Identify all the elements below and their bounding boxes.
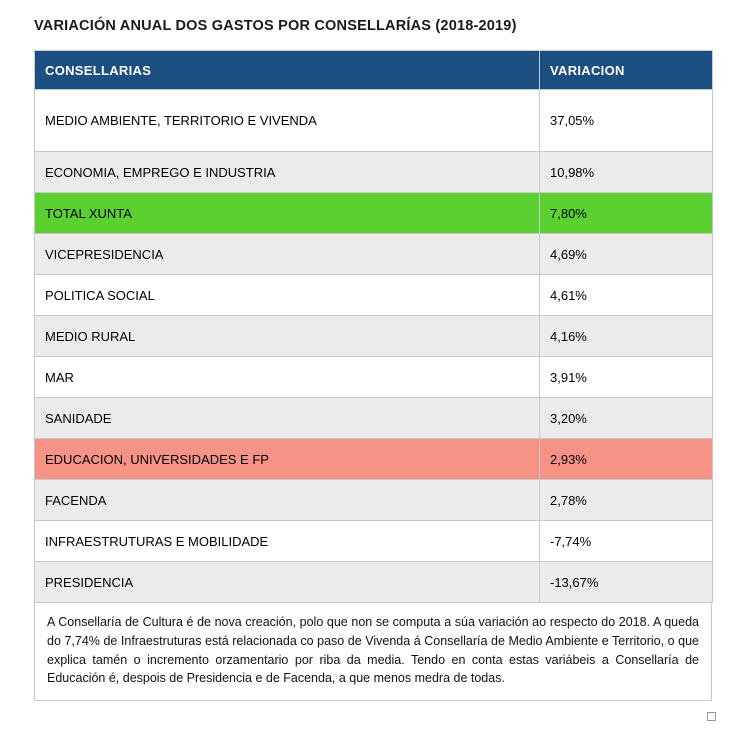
- cell-consellaria: MEDIO AMBIENTE, TERRITORIO E VIVENDA: [35, 90, 540, 152]
- table-row: [35, 90, 713, 152]
- table-row: [35, 357, 713, 398]
- table-row: [35, 398, 713, 439]
- cell-consellaria: TOTAL XUNTA: [35, 193, 540, 234]
- cell-consellaria: FACENDA: [35, 480, 540, 521]
- table-row: [35, 316, 713, 357]
- cell-variacion: 10,98%: [540, 152, 713, 193]
- cell-variacion: -7,74%: [540, 521, 713, 562]
- table-row: [35, 152, 713, 193]
- cell-consellaria: MEDIO RURAL: [35, 316, 540, 357]
- table-header-row: [35, 51, 713, 90]
- cell-variacion: 4,16%: [540, 316, 713, 357]
- cell-consellaria: EDUCACION, UNIVERSIDADES E FP: [35, 439, 540, 480]
- cell-variacion: 3,91%: [540, 357, 713, 398]
- page-corner-marker: [707, 712, 716, 721]
- cell-variacion: 2,78%: [540, 480, 713, 521]
- column-header-consellarias: CONSELLARIAS: [35, 51, 540, 90]
- cell-consellaria: VICEPRESIDENCIA: [35, 234, 540, 275]
- table-header: [35, 51, 713, 90]
- table-row: [35, 521, 713, 562]
- cell-variacion: 2,93%: [540, 439, 713, 480]
- table-row: [35, 275, 713, 316]
- cell-consellaria: MAR: [35, 357, 540, 398]
- table-row: [35, 193, 713, 234]
- cell-variacion: 4,61%: [540, 275, 713, 316]
- cell-consellaria: ECONOMIA, EMPREGO E INDUSTRIA: [35, 152, 540, 193]
- cell-variacion: 7,80%: [540, 193, 713, 234]
- cell-variacion: 3,20%: [540, 398, 713, 439]
- cell-variacion: 4,69%: [540, 234, 713, 275]
- cell-variacion: -13,67%: [540, 562, 713, 603]
- footnote-text: A Consellaría de Cultura é de nova creación, polo que non se computa a súa variación ao respecto do 2018. A queda do 7,74% de Infraestruturas está relacionada co paso de Vivenda á Consellaría de Medio Ambiente e Territorio, o que explica tamén o incremento orzamentario por riba da media. Tendo en conta estas variábeis a Consellaría de Educación é, despois de Presidencia e de Facenda, a que menos medra de todas.: [47, 615, 699, 686]
- table-body: [35, 90, 713, 603]
- column-header-variacion: VARIACION: [540, 51, 713, 90]
- expenses-variation-table: [34, 50, 713, 603]
- table-row: [35, 234, 713, 275]
- cell-consellaria: POLITICA SOCIAL: [35, 275, 540, 316]
- cell-variacion: 37,05%: [540, 90, 713, 152]
- cell-consellaria: SANIDADE: [35, 398, 540, 439]
- table-row: [35, 562, 713, 603]
- cell-consellaria: PRESIDENCIA: [35, 562, 540, 603]
- cell-consellaria: INFRAESTRUTURAS E MOBILIDADE: [35, 521, 540, 562]
- footnote-box: [34, 603, 712, 701]
- table-row: [35, 480, 713, 521]
- table-row: [35, 439, 713, 480]
- page-title: VARIACIÓN ANUAL DOS GASTOS POR CONSELLARÍAS (2018-2019): [34, 18, 517, 34]
